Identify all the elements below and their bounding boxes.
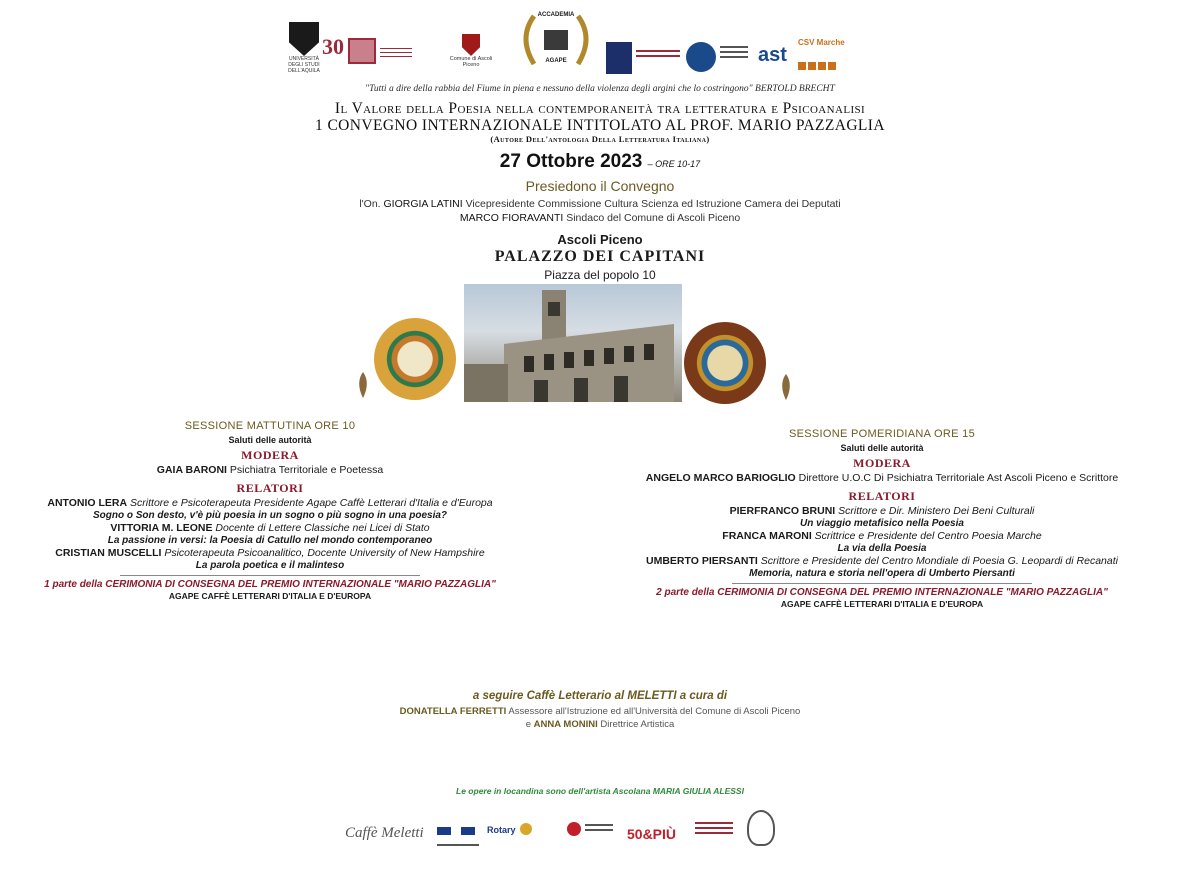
- event-date: [0, 151, 1200, 173]
- left-ceramic-plate: [374, 318, 456, 400]
- presided-label: Presiedono il Convegno: [525, 178, 675, 194]
- venue-address: Piazza del popolo 10: [544, 268, 656, 282]
- authority-row: [0, 212, 1200, 224]
- lion-crest-icon: [747, 810, 775, 846]
- speaker: FRANCA MARONI Scrittrice e Presidente del Centro Poesia Marche: [722, 530, 1042, 542]
- city-crest-icon: [462, 34, 480, 56]
- curator-role: Direttrice Artistica: [600, 719, 675, 730]
- youtube-icon: [818, 62, 826, 70]
- conference-title: Il Valore della Poesia nella contemporaneità tra letteratura e Psicoanalisi: [334, 100, 866, 117]
- ceremony: 2 parte della CERIMONIA DI CONSEGNA DEL PREMIO INTERNAZIONALE "MARIO PAZZAGLIA": [656, 587, 1108, 598]
- speakers-label: RELATORI: [848, 489, 916, 503]
- dept-logo: [380, 48, 412, 66]
- speaker: UMBERTO PIERSANTI Scrittore e Presidente del Centro Mondiale di Poesia G. Leopardi di Recanati: [646, 555, 1118, 567]
- accademia-agape-logo: ACCADEMIA AGAPE: [514, 8, 598, 72]
- speaker: CRISTIAN MUSCELLI Psicoterapeuta Psicoanalitico, Docente University of New Hampshire: [55, 547, 485, 559]
- fifty-plus-logo: 50&PIÙ: [627, 826, 677, 842]
- curator-name: DONATELLA FERRETTI: [399, 706, 507, 717]
- moderates-label: MODERA: [241, 448, 299, 462]
- divider: [120, 575, 420, 576]
- association-logo: [695, 822, 733, 834]
- csv-marche-logo: CSV Marche: [798, 38, 856, 75]
- greetings: Saluti delle autorità: [228, 435, 312, 445]
- curator-name: ANNA MONINI: [533, 719, 598, 730]
- greetings: Saluti delle autorità: [840, 443, 924, 453]
- divider: [732, 583, 1032, 584]
- artist-credit: Le opere in locandina sono dell'artista Ascolana MARIA GIULIA ALESSI: [456, 786, 744, 796]
- brecht-quote: "Tutti a dire della rabbia del Fiume in piena e nessuno della violenza degli argini che lo costringono" BERTOLD BRECHT: [365, 84, 835, 94]
- university-seal-icon: [686, 42, 716, 72]
- red-circle-icon: [567, 822, 581, 836]
- navy-shield-icon: [606, 42, 632, 74]
- agape-label: AGAPE CAFFÈ LETTERARI D'ITALIA E D'EUROPA: [780, 599, 984, 609]
- curator-role: Assessore all'Istruzione ed all'Università del Comune di Ascoli Piceno: [508, 706, 801, 717]
- instagram-icon: [828, 62, 836, 70]
- rotary-logo: Rotary: [487, 820, 532, 838]
- palazzo-building-illustration: [464, 284, 682, 402]
- social-icons: [798, 57, 856, 75]
- curator-row: e ANNA MONINI Direttrice Artistica: [525, 719, 675, 730]
- moderator: GAIA BARONI Psichiatra Territoriale e Poetessa: [156, 464, 384, 476]
- session-title: SESSIONE POMERIDIANA ORE 15: [789, 428, 975, 440]
- afternoon-session: [612, 426, 1152, 610]
- ceremony: 1 parte della CERIMONIA DI CONSEGNA DEL PREMIO INTERNAZIONALE "MARIO PAZZAGLIA": [44, 579, 496, 590]
- venue-palace: PALAZZO DEI CAPITANI: [494, 248, 706, 265]
- speaker-talk: Memoria, natura e storia nell'opera di Umberto Piersanti: [749, 568, 1015, 579]
- curator-row: [0, 706, 1200, 717]
- authority-name: MARCO FIORAVANTI: [459, 212, 564, 224]
- univ-text-logo: [720, 46, 748, 74]
- authority-role: Sindaco del Comune di Ascoli Piceno: [566, 212, 741, 224]
- caffe-meletti-logo: Caffè Meletti: [345, 825, 424, 841]
- sponsor-logos-bottom: [345, 810, 785, 860]
- conference-subtitle: 1 CONVEGNO INTERNAZIONALE INTITOLATO AL PROF. MARIO PAZZAGLIA: [315, 117, 885, 134]
- authority-name: GIORGIA LATINI: [383, 198, 463, 210]
- moderates-label: MODERA: [853, 456, 911, 470]
- venue-city: Ascoli Piceno: [557, 232, 643, 247]
- authority-role: Vicepresidente Commissione Cultura Scienza ed Istruzione Camera dei Deputati: [465, 198, 841, 210]
- speaker-talk: Un viaggio metafisico nella Poesia: [800, 518, 964, 529]
- moderator: ANGELO MARCO BARIOGLIO Direttore U.O.C Di Psichiatra Territoriale Ast Ascoli Piceno e Scrittore: [645, 472, 1119, 484]
- speakers-label: RELATORI: [236, 481, 304, 495]
- eagle-shield-icon: [289, 22, 319, 56]
- anniversary-number: 30: [322, 34, 344, 59]
- morning-session: [15, 418, 525, 602]
- ast-logo: ast: [758, 44, 787, 66]
- event-time: – ORE 10-17: [647, 159, 701, 169]
- agape-label: AGAPE CAFFÈ LETTERARI D'ITALIA E D'EUROPA: [168, 591, 372, 601]
- speaker: ANTONIO LERA Scrittore e Psicoterapeuta Presidente Agape Caffè Letterari d'Italia e d'Europa: [47, 497, 493, 509]
- speaker-talk: Sogno o Son desto, v'è più poesia in un sogno o più sogno in una poesia?: [92, 510, 448, 521]
- fidapa-logo: [437, 822, 479, 844]
- session-title: SESSIONE MATTUTINA ORE 10: [184, 420, 356, 432]
- twitter-icon: [808, 62, 816, 70]
- follow-up: a seguire Caffè Letterario al MELETTI a cura di: [472, 690, 728, 702]
- feather-left-icon: [355, 372, 371, 398]
- rotary-wheel-icon: [520, 823, 532, 835]
- facebook-icon: [798, 62, 806, 70]
- speaker-talk: La parola poetica e il malinteso: [195, 560, 345, 571]
- event-day: 27 Ottobre 2023: [499, 151, 643, 172]
- feather-right-icon: [778, 374, 794, 400]
- palazzo-photo: [464, 284, 682, 402]
- univ-aquila-logo: UNIVERSITÀ DEGLI STUDI DELL'AQUILA: [286, 22, 322, 74]
- authority-row: l'On. GIORGIA LATINI Vicepresidente Commissione Cultura Scienza ed Istruzione Camera dei Deputati: [359, 198, 841, 210]
- red-text-logo: [636, 50, 680, 57]
- chamber-logo: [585, 824, 613, 831]
- speaker: PIERFRANCO BRUNI Scrittore e Dir. Ministero Dei Beni Culturali: [729, 505, 1035, 517]
- sponsor-logos-top: [280, 8, 870, 78]
- right-ceramic-plate: [684, 322, 766, 404]
- conference-note: (Autore Dell'antologia Della Letteratura Italiana): [490, 134, 710, 144]
- speaker: VITTORIA M. LEONE Docente di Lettere Classiche nei Licei di Stato: [110, 522, 430, 534]
- cube-logo-icon: [348, 38, 376, 64]
- anniversary-logo: [322, 34, 344, 60]
- speaker-talk: La via della Poesia: [837, 543, 927, 554]
- speaker-talk: La passione in versi: la Poesia di Catullo nel mondo contemporaneo: [107, 535, 433, 546]
- comune-logo: Comune di Ascoli Piceno: [448, 34, 494, 68]
